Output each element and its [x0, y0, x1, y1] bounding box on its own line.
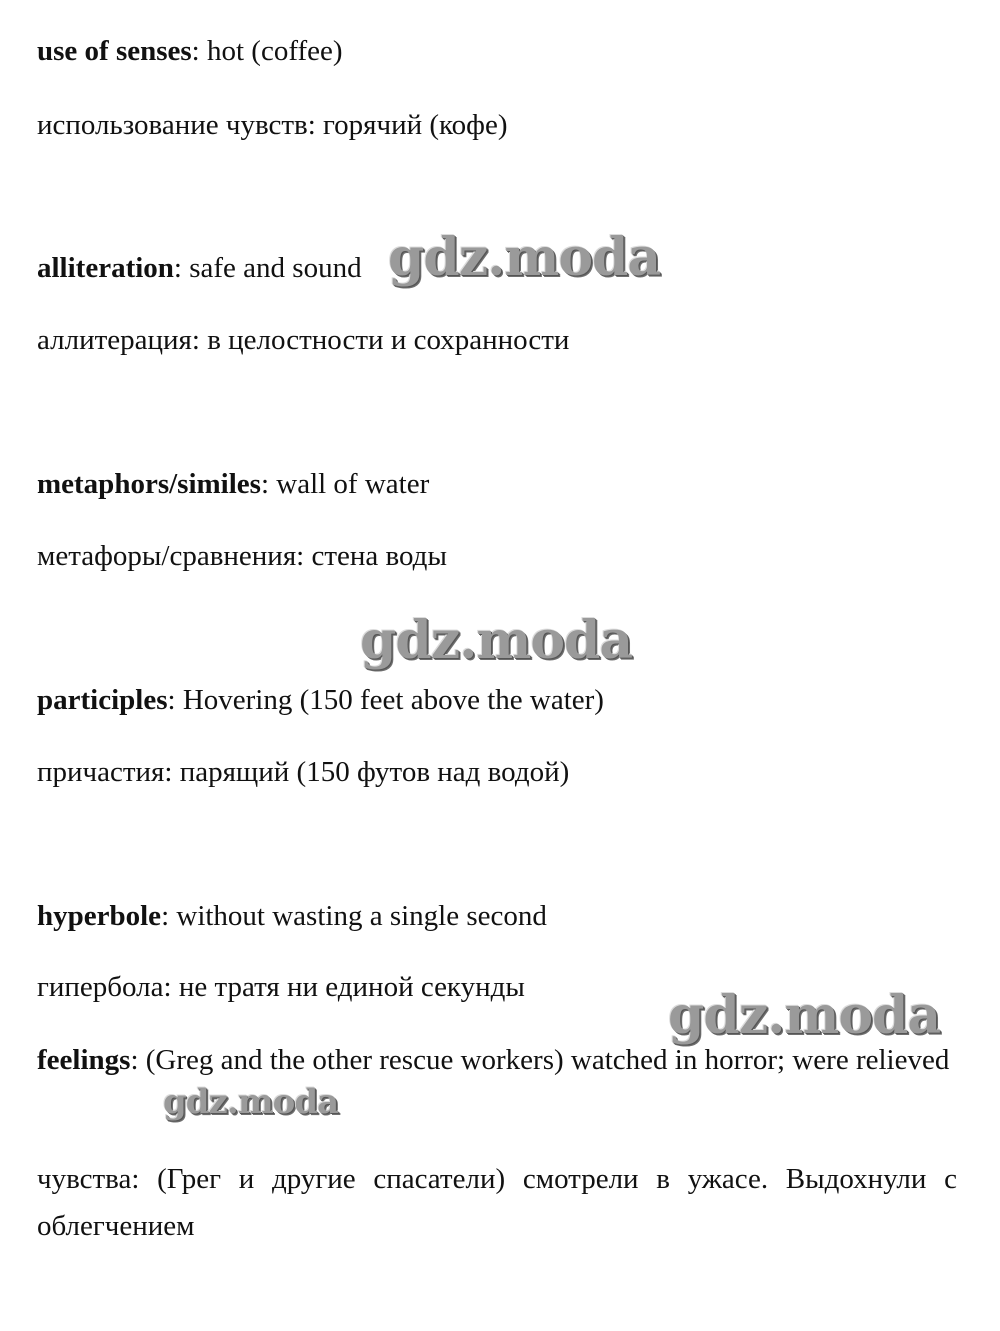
term-example: Hovering (150 feet above the water)	[175, 684, 604, 716]
entry-english-metaphors	[37, 466, 429, 502]
term-example: hot (coffee)	[199, 35, 343, 67]
term-label: participles	[37, 684, 168, 716]
term-example: without wasting a single second	[169, 900, 547, 932]
term-example: wall of water	[269, 468, 430, 500]
watermark-logo: gdz.moda	[163, 1082, 339, 1122]
watermark-logo: gdz.moda	[668, 985, 941, 1046]
watermark-logo: gdz.moda	[360, 610, 633, 671]
term-separator: :	[130, 1044, 139, 1076]
term-label: hyperbole	[37, 900, 162, 932]
term-label: metaphors/similes	[37, 468, 261, 500]
entry-english-use-of-senses	[37, 33, 343, 69]
entry-russian-feelings: чувства: (Грег и другие спасатели) смотрели в ужасе. Выдохнули с облегчением	[37, 1163, 957, 1242]
entry-russian-alliteration: аллитерация: в целостности и сохранности	[37, 324, 570, 356]
watermark-logo: gdz.moda	[388, 227, 661, 288]
term-separator: :	[173, 252, 182, 284]
term-separator: :	[191, 35, 200, 67]
entry-russian-use-of-senses: использование чувств: горячий (кофе)	[37, 109, 508, 141]
entry-russian-metaphors: метафоры/сравнения: стена воды	[37, 540, 447, 572]
entry-russian-participles: причастия: парящий (150 футов над водой)	[37, 756, 570, 788]
term-separator: :	[260, 468, 269, 500]
term-example: (Greg and the other rescue workers) watched in horror; were relieved	[138, 1044, 950, 1076]
entry-english-participles	[37, 682, 604, 718]
term-example: safe and sound	[181, 252, 362, 284]
entry-english-hyperbole	[37, 898, 547, 934]
entry-english-alliteration	[37, 250, 362, 286]
term-label: alliteration	[37, 252, 174, 284]
entry-russian-hyperbole: гипербола: не тратя ни единой секунды	[37, 971, 525, 1003]
term-label: use of senses	[37, 35, 192, 67]
term-separator: :	[161, 900, 170, 932]
term-separator: :	[167, 684, 176, 716]
term-label: feelings	[37, 1044, 131, 1076]
